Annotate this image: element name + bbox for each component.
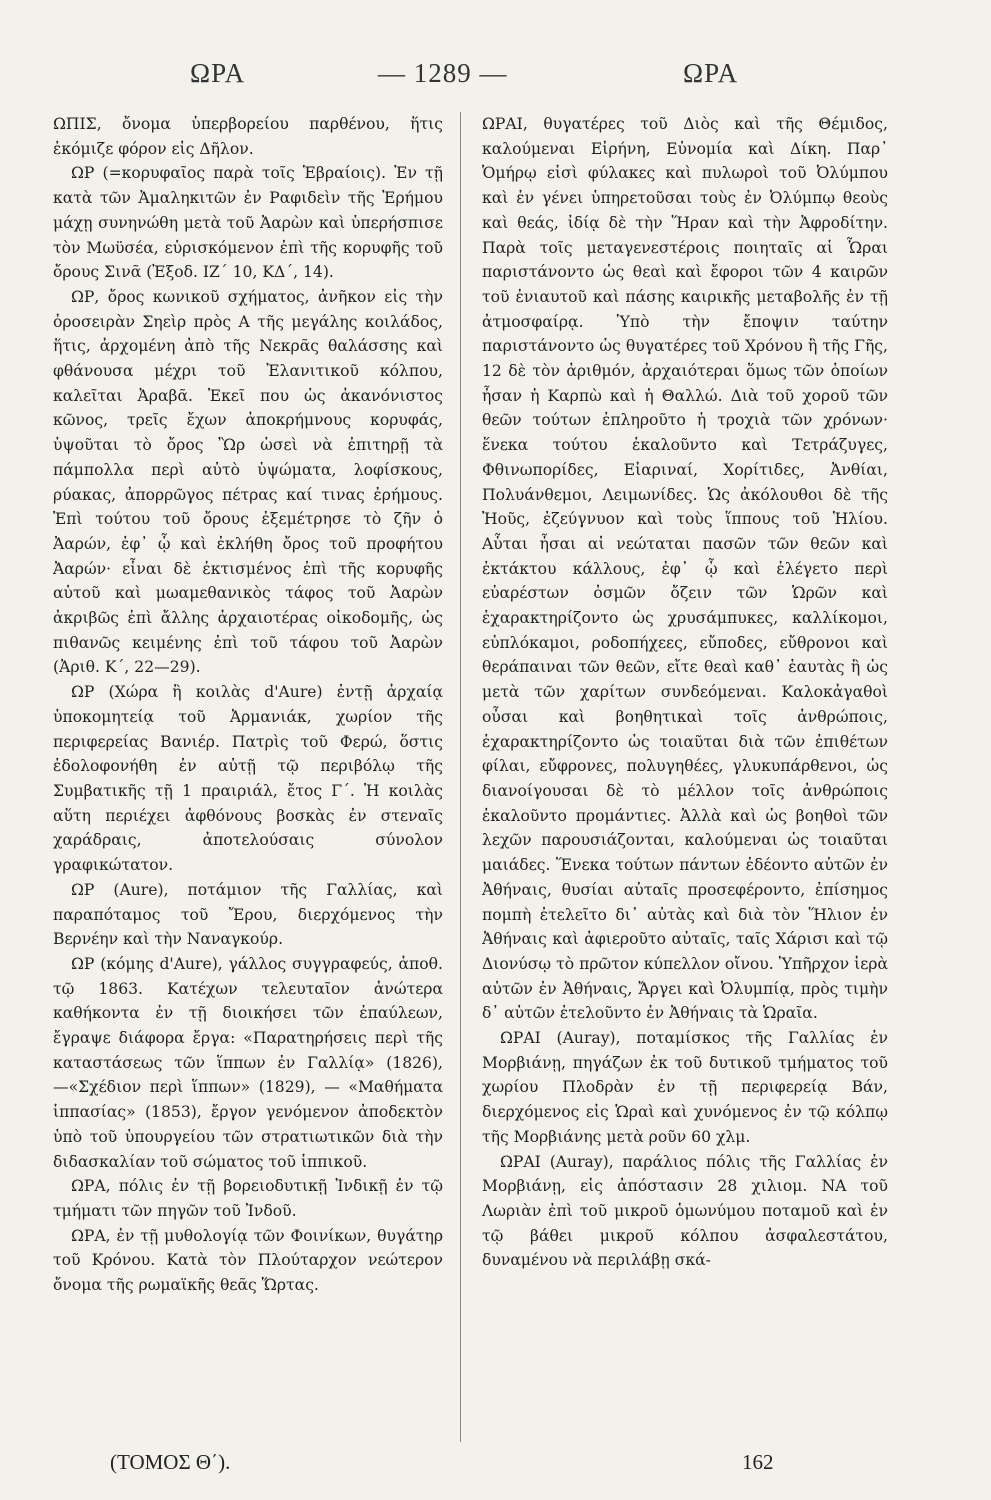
- page-footer: [0, 1450, 991, 1480]
- header-left-word: ΩΡΑ: [190, 58, 246, 88]
- entry-horai-goddesses: ΩΡΑΙ, θυγατέρες τοῦ Διὸς καὶ τῆς Θέμιδος, καλούμεναι Εἰρήνη, Εὐνομία καὶ Δίκη. Παρ᾽ Ὁμήρῳ εἰσὶ φύλακες καὶ πυλωροὶ τοῦ Ὀλύμπου καὶ ἐν γένει ὑπηρετοῦσαι τοὺς ἐν Ὀλύμπῳ θεοὺς καὶ θεάς, ἰδίᾳ δὲ τὴν Ἥραν καὶ τὴν Ἀφροδίτην. Παρὰ τοῖς μεταγενεστέροις ποιηταῖς αἱ Ὧραι παριστάνοντο ὡς θεαὶ καὶ ἔφοροι τῶν 4 καιρῶν τοῦ ἐνιαυτοῦ καὶ πάσης καιρικῆς μεταβολῆς ἐν τῇ ἀτμοσφαίρᾳ. Ὑπὸ τὴν ἔποψιν ταύτην παριστάνοντο ὡς θυγατέρες τοῦ Χρόνου ἢ τῆς Γῆς, 12 δὲ τὸν ἀριθμόν, ἀρχαιότεραι ὅμως τῶν ὁποίων ἦσαν ἡ Καρπὼ καὶ ἡ Θαλλώ. Διὰ τοῦ χοροῦ τῶν θεῶν τούτων ἐπληροῦτο ἡ τροχιὰ τῶν χρόνων· ἕνεκα τούτου ἐκαλοῦντο καὶ Τετράζυγες, Φθινωπορίδες, Εἰαριναί, Χορίτιδες, Ἀνθίαι, Πολυάνθεμοι, Λειμωνίδες. Ὡς ἀκόλουθοι δὲ τῆς Ἠοῦς, ἐζεύγνυον καὶ τοὺς ἵππους τοῦ Ἡλίου. Αὗται ἦσαι αἱ νεώταται πασῶν τῶν θεῶν καὶ ἐκτάκτου κάλλους, ἐφ᾽ ᾧ καὶ ἐλέγετο περὶ εὐαρέστων ὀσμῶν ὄζειν τῶν Ὡρῶν καὶ ἐχαρακτηρίζοντο ὡς χρυσάμπυκες, καλλίκομοι, εὐπλόκαμοι, ροδοπήχεες, εὔποδες, εὔθρονοι καὶ θεράπαιναι τῶν θεῶν, εἴτε θεαὶ καθ᾽ ἑαυτὰς ἢ ὡς μετὰ τῶν χαρίτων συνδεόμεναι. Καλοκἀγαθοὶ οὖσαι καὶ βοηθητικαὶ τοῖς ἀνθρώποις, ἐχαρακτηρίζοντο ὡς τοιαῦται διὰ τῶν ἐπιθέτων φίλαι, εὔφρονες, πολυγηθέες, γλυκυπάρθενοι, ὡς διανοίγουσαι δὲ τὸ μέλλον τοῖς ἀνθρώποις ἐκαλοῦντο προμάντιες. Ἀλλὰ καὶ ὡς βοηθοὶ τῶν λεχῶν παρουσιάζονται, καλούμεναι ὡς τοιαῦται μαιάδες. Ἕνεκα τούτων πάντων ἐδέοντο αὐτῶν ἐν Ἀθήναις, θυσίαι αὐταῖς προσεφέροντο, ἐπίσημος πομπὴ ἐτελεῖτο δι᾽ αὐτὰς καὶ διὰ τὸν Ἥλιον ἐν Ἀθήναις καὶ ἀφιεροῦτο αὐταῖς, ταῖς Χάρισι καὶ τῷ Διονύσῳ τὸ πρῶτον κύπελλον οἴνου. Ὑπῆρχον ἱερὰ αὐτῶν ἐν Ἀθήναις, Ἄργει καὶ Ὀλυμπίᾳ, πρὸς τιμὴν δ᾽ αὐτῶν ἐτελοῦντο ἐν Ἀθήναις τὰ Ὡραῖα.: [482, 115, 888, 1023]
- entry-or-count: ΩΡ (κόμης d'Aure), γάλλος συγγραφεύς, ἀποθ. τῷ 1863. Κατέχων τελευταῖον ἀνώτερα καθήκοντα ἐν τῇ διοικήσει τῶν ἐπαύλεων, ἔγραψε διάφορα ἔργα: «Παρατηρήσεις περὶ τῆς καταστάσεως τῶν ἵππων ἐν Γαλλίᾳ» (1826), —«Σχέδιον περὶ ἵππων» (1829), — «Μαθήματα ἱππασίας» (1853), ἔργον γενόμενον ἀποδεκτὸν ὑπὸ τοῦ ὑπουργείου τῶν στρατιωτικῶν διὰ τὴν διδασκαλίαν τοῦ σώματος τοῦ ἱππικοῦ.: [53, 954, 443, 1171]
- entry-or-hebrew: ΩΡ (=κορυφαῖος παρὰ τοῖς Ἑβραίοις). Ἐν τῇ κατὰ τῶν Ἀμαληκιτῶν ἐν Ραφιδεὶν τῆς Ἐρήμου μάχῃ συνηνώθη μετὰ τοῦ Ἀαρὼν καὶ ὑπερήσπισε τὸν Μωϋσέα, εὑρισκόμενον ἐπὶ τῆς κορυφῆς τοῦ ὄρους Σινᾶ (Ἐξοδ. ΙΖ΄ 10, ΚΔ΄, 14).: [53, 164, 443, 282]
- entry-ora-city: ΩΡΑ, πόλις ἐν τῇ βορειοδυτικῇ Ἰνδικῇ ἐν τῷ τμήματι τῶν πηγῶν τοῦ Ἰνδοῦ.: [53, 1177, 443, 1220]
- header-right-word: ΩΡΑ: [683, 58, 739, 88]
- volume-label: (ΤΟΜΟΣ Θ΄).: [110, 1450, 231, 1474]
- entry-horai-river: ΩΡΑΙ (Auray), ποταμίσκος τῆς Γαλλίας ἐν Μορβιάνῃ, πηγάζων ἐκ τοῦ δυτικοῦ τμήματος τοῦ χωρίου Πλοδρὰν ἐν τῇ περιφερείᾳ Βάν, διερχόμενος εἰς Ὡραὶ καὶ χυνόμενος ἐν τῷ κόλπῳ τῆς Μορβιάνης μετὰ ροῦν 60 χλμ.: [482, 1029, 888, 1146]
- entry-or-valley: ΩΡ (Χώρα ἢ κοιλὰς d'Aure) ἐντῇ ἀρχαίᾳ ὑποκομητείᾳ τοῦ Ἀρμανιάκ, χωρίον τῆς περιφερείας Βανιέρ. Πατρὶς τοῦ Φερώ, ὅστις ἐδολοφονήθη ἐν αὐτῇ τῷ περιβόλῳ τῆς Συμβατικῆς τῇ 1 πραιριάλ, ἔτος Γ΄. Ἡ κοιλὰς αὕτη περιέχει ἀφθόνους βοσκὰς ἐν στεναῖς χαράδραις, ἀποτελούσαις σύνολον γραφικώτατον.: [53, 683, 443, 875]
- running-header: [0, 58, 991, 98]
- entry-horai-town: ΩΡΑΙ (Auray), παράλιος πόλις τῆς Γαλλίας ἐν Μορβιάνῃ, εἰς ἀπόστασιν 28 χιλιομ. ΝΑ τοῦ Λωριὰν ἐπὶ τοῦ μικροῦ ὁμωνύμου ποταμοῦ καὶ ἐν τῷ βάθει μικροῦ κόλπου ἀσφαλεστάτου, δυναμένου νὰ περιλάβῃ σκά-: [482, 1152, 888, 1270]
- signature-number: 162: [742, 1450, 774, 1474]
- column-divider: [460, 112, 461, 1442]
- entry-or-river: ΩΡ (Aure), ποτάμιον τῆς Γαλλίας, καὶ παραπόταμος τοῦ Ἔρου, διερχόμενος τὴν Βερνέην καὶ τὴν Ναναγκούρ.: [53, 880, 443, 949]
- left-column: [53, 112, 443, 1298]
- entry-opis: ΩΠΙΣ, ὄνομα ὑπερβορείου παρθένου, ἥτις ἐκόμιζε φόρον εἰς Δῆλον.: [53, 115, 443, 158]
- header-page-number: — 1289 —: [378, 58, 508, 88]
- right-column: [482, 112, 888, 1273]
- entry-ora-myth: ΩΡΑ, ἐν τῇ μυθολογίᾳ τῶν Φοινίκων, θυγάτηρ τοῦ Κρόνου. Κατὰ τὸν Πλούταρχον νεώτερον ὄνομα τῆς ρωμαϊκῆς θεᾶς Ὥρτας.: [53, 1226, 443, 1295]
- entry-or-mountain: ΩΡ, ὄρος κωνικοῦ σχήματος, ἀνῆκον εἰς τὴν ὀροσειρὰν Σηεὶρ πρὸς Α τῆς μεγάλης κοιλάδος, ἥτις, ἀρχομένη ἀπὸ τῆς Νεκρᾶς θαλάσσης καὶ φθάνουσα μέχρι τοῦ Ἐλανιτικοῦ κόλπου, καλεῖται Ἀραβᾶ. Ἐκεῖ που ὡς ἀκανόνιστος κῶνος, τρεῖς ἔχων ἀποκρήμνους κορυφάς, ὑψοῦται τὸ ὄρος Ὢρ ὡσεὶ νὰ ἐπιτηρῇ τὰ πάμπολλα περὶ αὐτὸ ὑψώματα, λοφίσκους, ρύακας, ἀπορρῶγος πέτρας καί τινας ἐρήμους. Ἐπὶ τούτου τοῦ ὄρους ἐξεμέτρησε τὸ ζῆν ὁ Ἀαρών, ἐφ᾽ ᾧ καὶ ἐκλήθη ὄρος τοῦ προφήτου Ἀαρών· εἶναι δὲ ἐκτισμένος ἐπὶ τῆς κορυφῆς αὐτοῦ καὶ μωαμεθανικὸς τάφος τοῦ Ἀαρὼν ἀκριβῶς ἐπὶ ἄλλης ἀρχαιοτέρας οἰκοδομῆς, ὡς πιθανῶς κειμένης ἐπὶ τοῦ τάφου τοῦ Ἀαρὼν (Ἀριθ. Κ΄, 22—29).: [53, 287, 443, 677]
